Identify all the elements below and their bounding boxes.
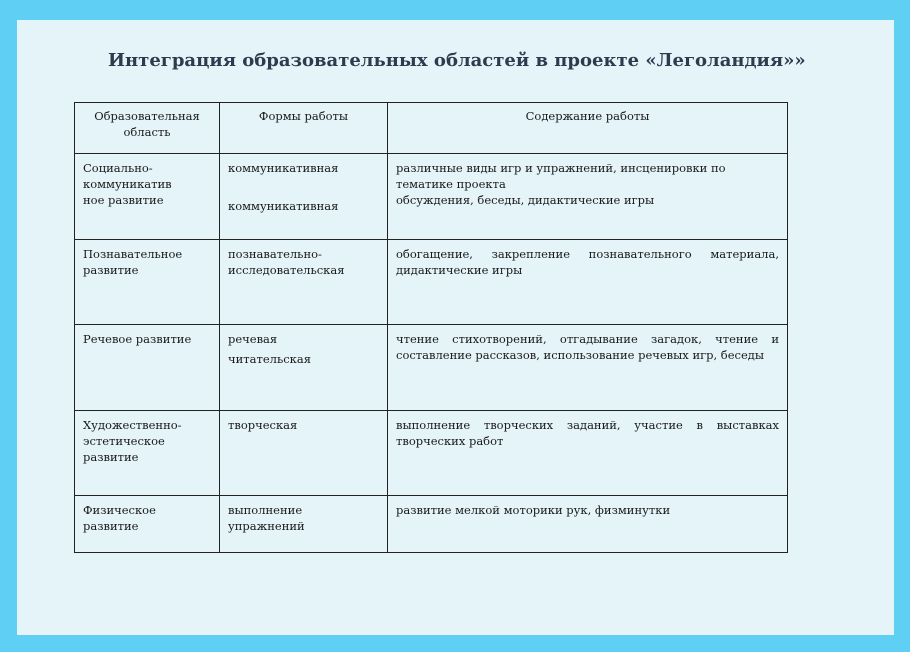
table-row <box>75 496 788 553</box>
form-item: речевая <box>228 332 278 346</box>
content-item: развитие мелкой моторики рук, физминутки <box>396 503 671 517</box>
form-item: выполнение упражнений <box>228 503 305 533</box>
area-cell <box>75 154 220 240</box>
forms-cell <box>220 496 388 553</box>
area-line: коммуникатив <box>83 177 172 191</box>
header-area: Образовательная область <box>75 103 220 154</box>
form-item: коммуникативная <box>228 161 339 175</box>
content-cell <box>388 496 788 553</box>
header-forms: Формы работы <box>220 103 388 154</box>
area-line: ное развитие <box>83 193 164 207</box>
content-cell <box>388 240 788 325</box>
area-cell: Физическое развитие <box>75 496 220 553</box>
form-item: читательская <box>228 352 311 366</box>
content-item: выполнение творческих заданий, участие в выставках творческих работ <box>396 418 779 448</box>
forms-cell <box>220 411 388 496</box>
content-cell <box>388 154 788 240</box>
forms-cell <box>220 325 388 411</box>
area-line: Социально- <box>83 161 153 175</box>
forms-cell <box>220 154 388 240</box>
content-cell <box>388 325 788 411</box>
area-cell: Познавательное развитие <box>75 240 220 325</box>
area-cell: Речевое развитие <box>75 325 220 411</box>
table-row <box>75 154 788 240</box>
form-item: творческая <box>228 418 298 432</box>
content-item: чтение стихотворений, отгадывание загадок, чтение и составление рассказов, использование речевых игр, беседы <box>396 332 779 362</box>
forms-cell <box>220 240 388 325</box>
table-row <box>75 325 788 411</box>
content-cell <box>388 411 788 496</box>
table-row <box>75 240 788 325</box>
content-item: обогащение, закрепление познавательного материала, дидактические игры <box>396 247 779 277</box>
area-cell: Художественно-эстетическое развитие <box>75 411 220 496</box>
form-item: коммуникативная <box>228 199 339 213</box>
table-header-row <box>75 103 788 154</box>
page-title: Интеграция образовательных областей в проекте «Леголандия»» <box>108 50 806 71</box>
form-item: познавательно-исследовательская <box>228 247 345 277</box>
table-row <box>75 411 788 496</box>
content-item: обсуждения, беседы, дидактические игры <box>396 193 655 207</box>
content-item: различные виды игр и упражнений, инсценировки по тематике проекта <box>396 161 726 191</box>
header-content: Содержание работы <box>388 103 788 154</box>
integration-table <box>74 102 788 553</box>
